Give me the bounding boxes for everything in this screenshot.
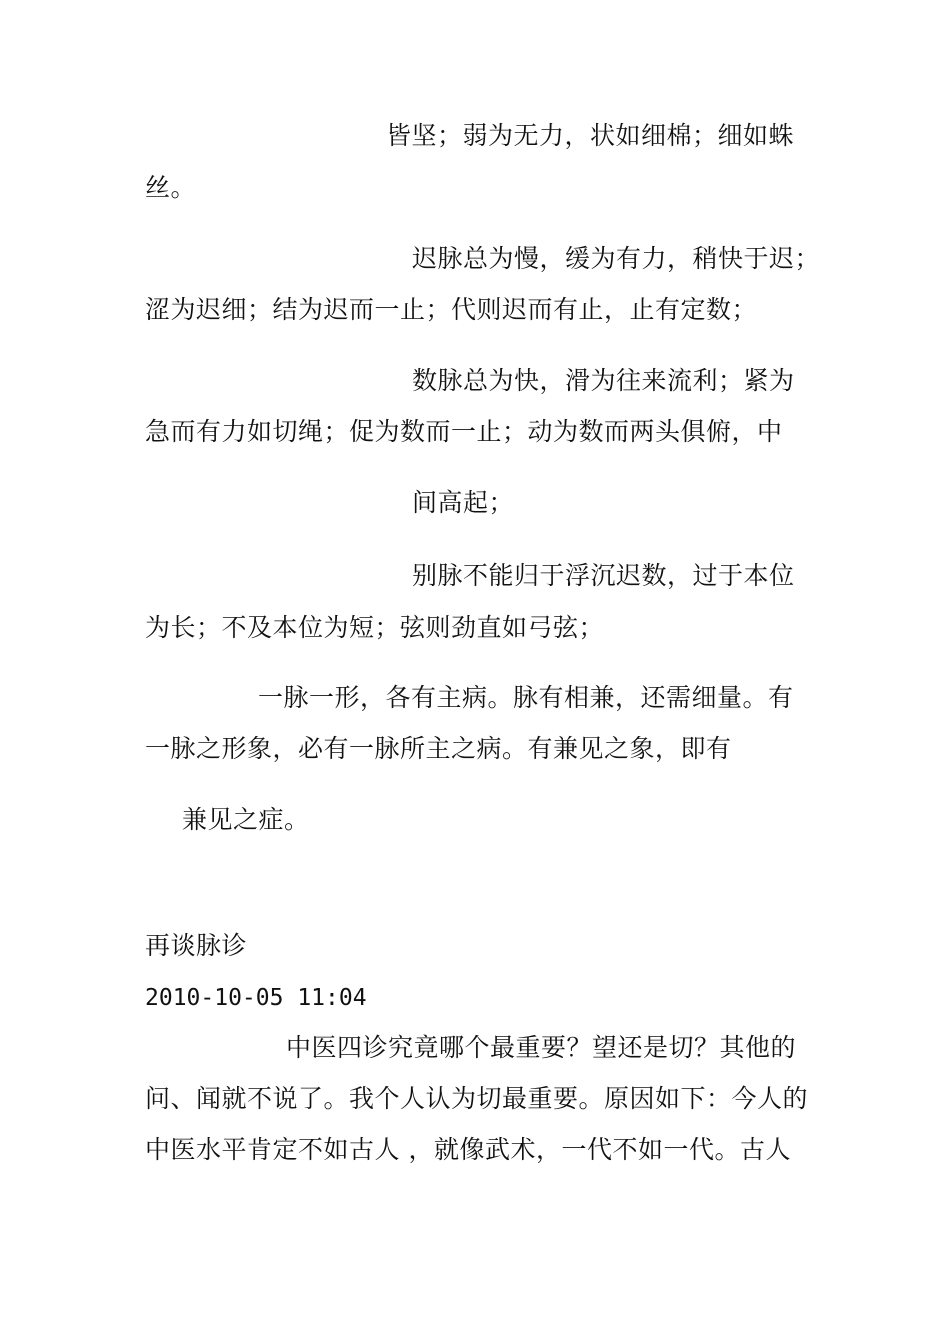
text-line: 数脉总为快，滑为往来流利；紧为 (412, 366, 795, 395)
text-line: 皆坚；弱为无力，状如细棉；细如蛛 (386, 121, 795, 150)
text-line: 为长；不及本位为短；弦则劲直如弓弦； (145, 613, 605, 642)
text-line: 丝。 (145, 173, 197, 202)
article-title: 再谈脉诊 (145, 931, 248, 960)
article-text-line: 中医四诊究竟哪个最重要？望还是切？其他的 (286, 1033, 797, 1062)
text-line: 兼见之症。 (182, 805, 310, 834)
text-line: 迟脉总为慢，缓为有力，稍快于迟； (412, 244, 821, 273)
text-line: 涩为迟细；结为迟而一止；代则迟而有止，止有定数； (145, 295, 758, 324)
article-datetime: 2010-10-05 11:04 (145, 985, 367, 1011)
text-line: 间高起； (412, 488, 515, 517)
text-line: 别脉不能归于浮沉迟数，过于本位 (412, 561, 795, 590)
article-text-line: 中医水平肯定不如古人 ，就像武术，一代不如一代。古人 (145, 1135, 791, 1164)
article-text-line: 问、闻就不说了。我个人认为切最重要。原因如下：今人的 (145, 1084, 809, 1113)
text-line: 一脉一形，各有主病。脉有相兼，还需细量。有 (258, 683, 794, 712)
text-line: 急而有力如切绳；促为数而一止；动为数而两头俱俯，中 (145, 417, 783, 446)
text-line: 一脉之形象，必有一脉所主之病。有兼见之象，即有 (145, 734, 732, 763)
